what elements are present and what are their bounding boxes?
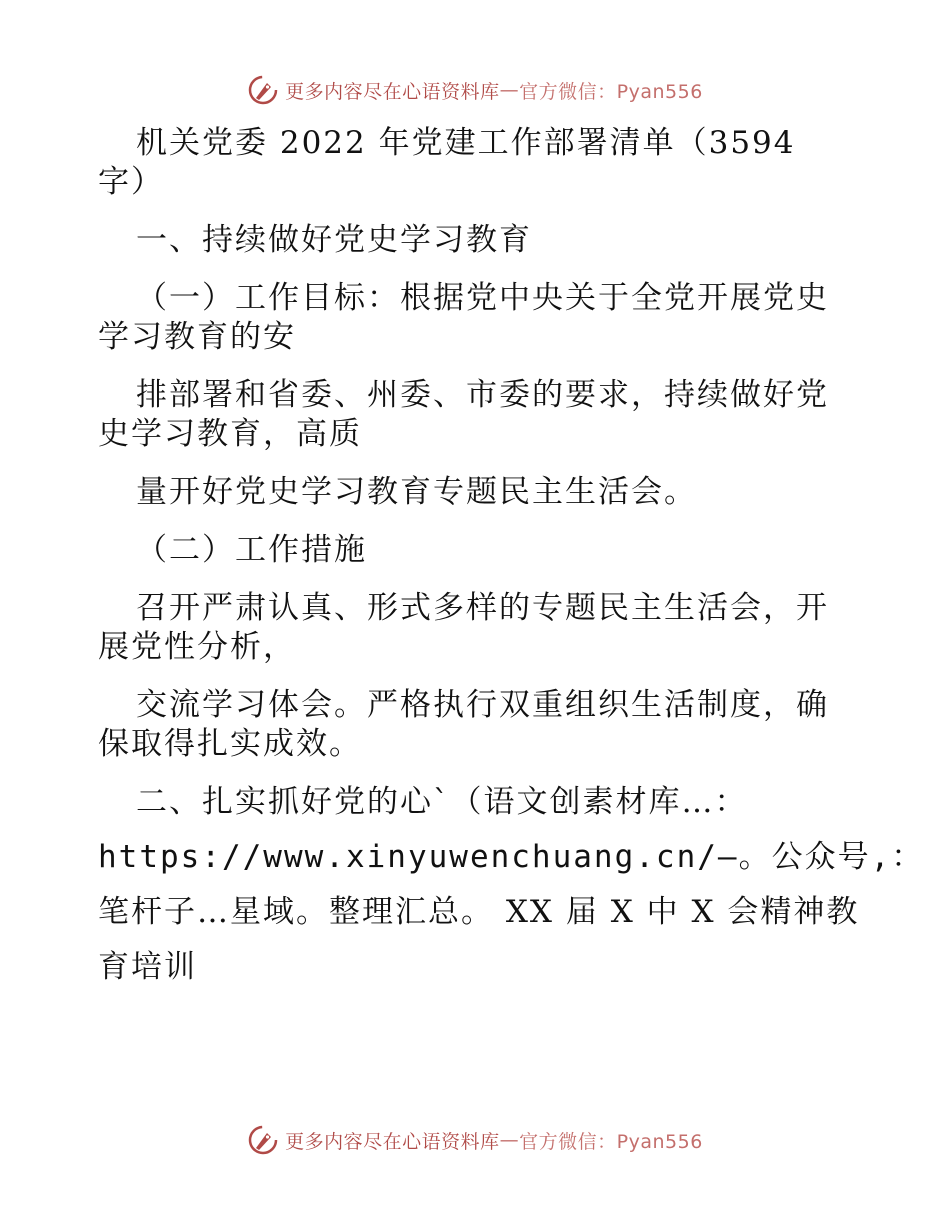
watermark-separator: — (499, 1129, 520, 1151)
pen-nib-logo-icon (247, 1124, 279, 1156)
subsection-heading-2: （二）工作措施 (136, 532, 367, 568)
paragraph-4: 交流学习体会。严格执行双重组织生活制度，确 (136, 687, 829, 723)
paragraph-3: 召开严肃认真、形式多样的专题民主生活会，开 (136, 590, 829, 626)
watermark-wechat-text: 官方微信：Pyan556 (519, 80, 703, 103)
watermark-brand-text: 更多内容尽在心语资料库 (285, 1130, 500, 1153)
paragraph-4-continued: 保取得扎实成效。 (98, 726, 362, 762)
paragraph-2: 量开好党史学习教育专题民主生活会。 (136, 474, 697, 510)
section-heading-1: 一、持续做好党史学习教育 (136, 222, 532, 258)
section-heading-2-url-line: https://www.xinyuwenchuang.cn/—。公众号,： (98, 839, 925, 875)
watermark-separator: — (499, 79, 520, 101)
document-body (98, 124, 925, 987)
paragraph-3-continued: 展党性分析， (98, 629, 296, 665)
document-title: 机关党委 2022 年党建工作部署清单（3594 (136, 125, 796, 161)
section-heading-2: 二、扎实抓好党的心`（语文创素材库…： (136, 784, 748, 820)
subsection-heading-1: （一）工作目标：根据党中央关于全党开展党史 (136, 280, 829, 316)
document-title-continued: 字） (98, 164, 164, 200)
watermark-wechat-text: 官方微信：Pyan556 (519, 1130, 703, 1153)
paragraph-1: 排部署和省委、州委、市委的要求，持续做好党 (136, 377, 829, 413)
paragraph-1-continued: 史学习教育，高质 (98, 416, 362, 452)
watermark-brand-text: 更多内容尽在心语资料库 (285, 80, 500, 103)
subsection-heading-1-continued: 学习教育的安 (98, 319, 296, 355)
watermark-banner-bottom (0, 1120, 950, 1160)
section-heading-2-end: 育培训 (98, 949, 197, 985)
section-heading-2-continued: 笔杆子…星域。整理汇总。 XX 届 X 中 X 会精神教 (98, 894, 860, 930)
pen-nib-logo-icon (247, 74, 279, 106)
watermark-banner-top (0, 70, 950, 110)
